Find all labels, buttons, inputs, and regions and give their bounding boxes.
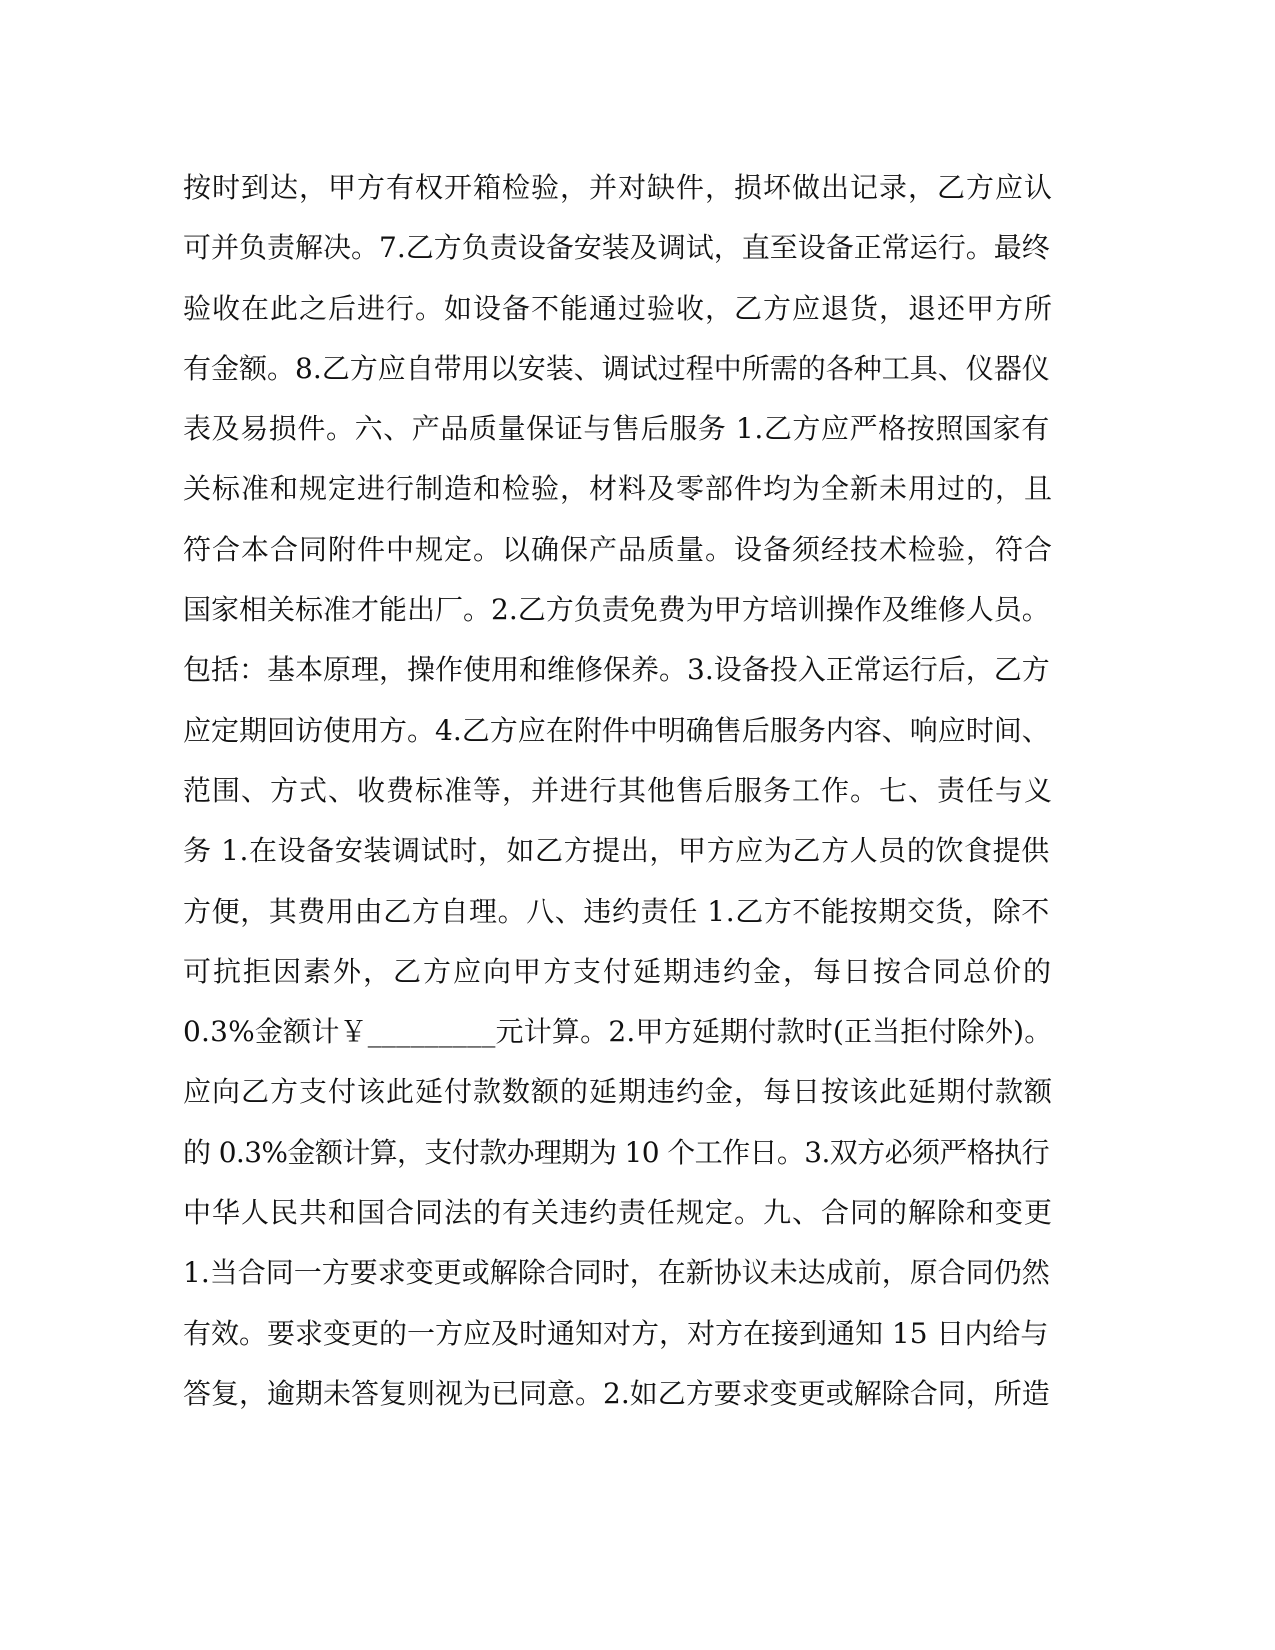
text-line: 方便，其费用由乙方自理。八、违约责任 1.乙方不能按期交货，除不 (183, 894, 1050, 928)
text-line: 答复，逾期未答复则视为已同意。2.如乙方要求变更或解除合同，所造 (183, 1376, 1050, 1410)
text-line: 有金额。8.乙方应自带用以安装、调试过程中所需的各种工具、仪器仪 (183, 351, 1050, 385)
text-line: 1.当合同一方要求变更或解除合同时，在新协议未达成前，原合同仍然 (183, 1256, 1050, 1290)
text-line: 符合本合同附件中规定。以确保产品质量。设备须经技术检验，符合 (183, 532, 1054, 566)
text-line: 范围、方式、收费标准等，并进行其他售后服务工作。七、责任与义 (183, 773, 1054, 807)
text-line: 应向乙方支付该此延付款数额的延期违约金，每日按该此延期付款额 (183, 1075, 1054, 1109)
text-line: 可并负责解决。7.乙方负责设备安装及调试，直至设备正常运行。最终 (183, 231, 1050, 265)
text-line: 应定期回访使用方。4.乙方应在附件中明确售后服务内容、响应时间、 (183, 713, 1050, 747)
text-line: 表及易损件。六、产品质量保证与售后服务 1.乙方应严格按照国家有 (183, 412, 1050, 446)
text-line: 包括：基本原理，操作使用和维修保养。3.设备投入正常运行后，乙方 (183, 653, 1050, 687)
text-line: 中华人民共和国合同法的有关违约责任规定。九、合同的解除和变更 (183, 1196, 1054, 1230)
text-line: 验收在此之后进行。如设备不能通过验收，乙方应退货，退还甲方所 (183, 291, 1054, 325)
text-line: 务 1.在设备安装调试时，如乙方提出，甲方应为乙方人员的饮食提供 (183, 834, 1050, 868)
text-line: 有效。要求变更的一方应及时通知对方，对方在接到通知 15 日内给与 (183, 1316, 1049, 1350)
text-line: 关标准和规定进行制造和检验，材料及零部件均为全新未用过的，且 (183, 472, 1054, 506)
text-line: 的 0.3%金额计算，支付款办理期为 10 个工作日。3.双方必须严格执行 (183, 1135, 1049, 1169)
text-line: 0.3%金额计￥_________元计算。2.甲方延期付款时(正当拒付除外)。 (183, 1015, 1053, 1049)
contract-body-text (183, 158, 1053, 1424)
text-line: 国家相关标准才能出厂。2.乙方负责免费为甲方培训操作及维修人员。 (183, 593, 1050, 627)
text-line: 按时到达，甲方有权开箱检验，并对缺件，损坏做出记录，乙方应认 (183, 171, 1054, 204)
text-line: 可抗拒因素外，乙方应向甲方支付延期违约金，每日按合同总价的 (183, 954, 1054, 988)
